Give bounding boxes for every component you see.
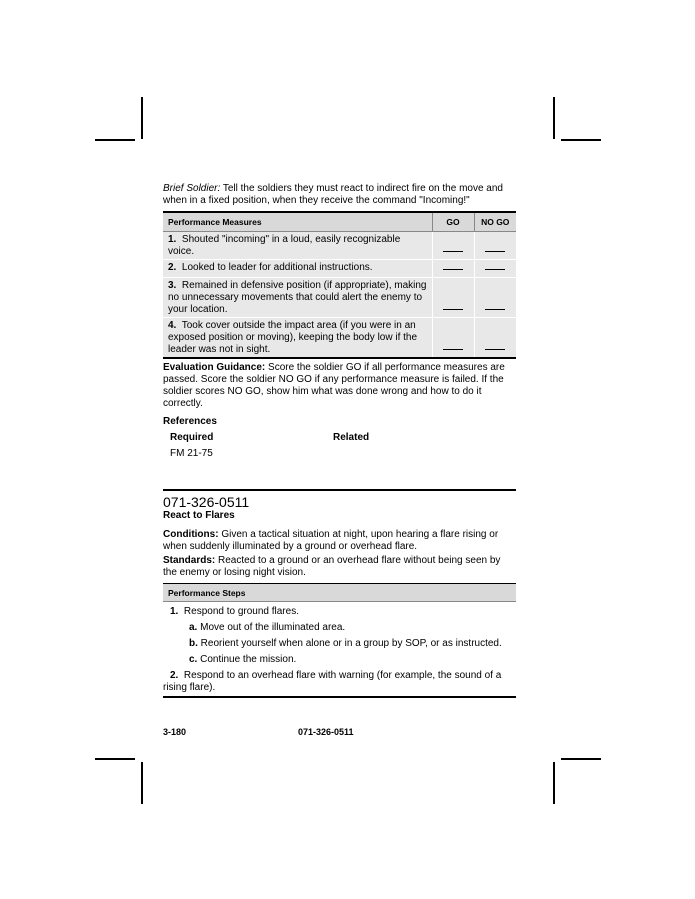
- brief-lead: Brief Soldier:: [163, 183, 221, 194]
- step-number: 1.: [170, 606, 179, 617]
- evaluation-guidance: [163, 362, 516, 410]
- table-row: [163, 232, 516, 260]
- brief-soldier-paragraph: [163, 183, 516, 207]
- substep-text: Continue the mission.: [200, 654, 297, 665]
- brief-text: Tell the soldiers they must react to indirect fire on the move and when in a fixed position, when they receive the command "Incoming!": [163, 183, 503, 206]
- nogo-blank[interactable]: [485, 348, 505, 350]
- references-columns: [163, 432, 516, 444]
- crop-mark: [553, 97, 555, 139]
- evaluation-lead: Evaluation Guidance:: [163, 362, 266, 373]
- performance-steps-header: Performance Steps: [163, 583, 516, 602]
- header-go: GO: [432, 212, 474, 232]
- substep-text: Move out of the illuminated area.: [200, 622, 346, 633]
- substep-letter: c.: [189, 654, 198, 665]
- conditions-text: Given a tactical situation at night, upon hearing a flare rising or when suddenly illuminated by a ground or overhead flare.: [163, 529, 499, 552]
- footer-task-code: 071-326-0511: [298, 727, 354, 737]
- crop-mark: [561, 758, 601, 760]
- reference-item: FM 21-75: [170, 448, 213, 459]
- substep-text: Reorient yourself when alone or in a group by SOP, or as instructed.: [200, 638, 502, 649]
- crop-mark: [95, 139, 135, 141]
- standards-paragraph: [163, 555, 516, 579]
- step-1c: [163, 654, 516, 666]
- nogo-blank[interactable]: [485, 268, 505, 270]
- crop-mark: [561, 139, 601, 141]
- measure-number: 2.: [168, 262, 177, 273]
- measure-number: 1.: [168, 234, 177, 245]
- go-blank[interactable]: [443, 348, 463, 350]
- measure-text: Looked to leader for additional instructions.: [181, 262, 373, 273]
- substep-letter: b.: [189, 638, 198, 649]
- step-1: [163, 606, 516, 618]
- measure-text: Remained in defensive position (if appropriate), making no unnecessary movements that could alert the enemy to your location.: [168, 280, 427, 315]
- header-nogo: NO GO: [474, 212, 516, 232]
- crop-mark: [141, 762, 143, 804]
- go-blank[interactable]: [443, 308, 463, 310]
- nogo-blank[interactable]: [485, 308, 505, 310]
- references-related: Related: [333, 432, 370, 443]
- step-1a: [163, 622, 516, 634]
- standards-lead: Standards:: [163, 555, 216, 566]
- references-title: References: [163, 416, 217, 427]
- substep-letter: a.: [189, 622, 198, 633]
- task-number: 071-326-0511: [163, 494, 250, 510]
- step-2: [163, 670, 516, 694]
- measure-number: 4.: [168, 320, 177, 331]
- crop-mark: [95, 758, 135, 760]
- page-content: [163, 183, 516, 698]
- measure-text: Took cover outside the impact area (if you were in an exposed position or moving), keeping the body low if the leader was not in sight.: [168, 320, 418, 355]
- header-measures: Performance Measures: [163, 212, 432, 232]
- crop-mark: [141, 97, 143, 139]
- task-title: React to Flares: [163, 510, 235, 521]
- page-number: 3-180: [163, 727, 187, 737]
- table-row: [163, 318, 516, 359]
- step-text: Respond to ground flares.: [183, 606, 299, 617]
- bottom-rule: [163, 696, 516, 698]
- table-row: [163, 260, 516, 278]
- step-text: Respond to an overhead flare with warning (for example, the sound of a rising flare).: [163, 670, 502, 693]
- references-required: Required: [170, 432, 214, 443]
- step-number: 2.: [170, 670, 179, 681]
- go-blank[interactable]: [443, 268, 463, 270]
- evaluation-text: Score the soldier GO if all performance measures are passed. Score the soldier NO GO if any performance measure is failed. If the soldier scores NO GO, show him what was done wrong and how to do it correctly.: [163, 362, 505, 409]
- measure-text: Shouted "incoming" in a loud, easily recognizable voice.: [168, 234, 401, 257]
- table-row: [163, 278, 516, 318]
- step-1b: [163, 638, 516, 650]
- task-section: [163, 489, 516, 698]
- table-header: [163, 212, 516, 232]
- measure-number: 3.: [168, 280, 177, 291]
- go-blank[interactable]: [443, 250, 463, 252]
- crop-mark: [553, 762, 555, 804]
- performance-measures-table: [163, 211, 516, 359]
- standards-text: Reacted to a ground or an overhead flare without being seen by the enemy or losing night vision.: [163, 555, 501, 578]
- conditions-paragraph: [163, 529, 516, 553]
- conditions-lead: Conditions:: [163, 529, 219, 540]
- nogo-blank[interactable]: [485, 250, 505, 252]
